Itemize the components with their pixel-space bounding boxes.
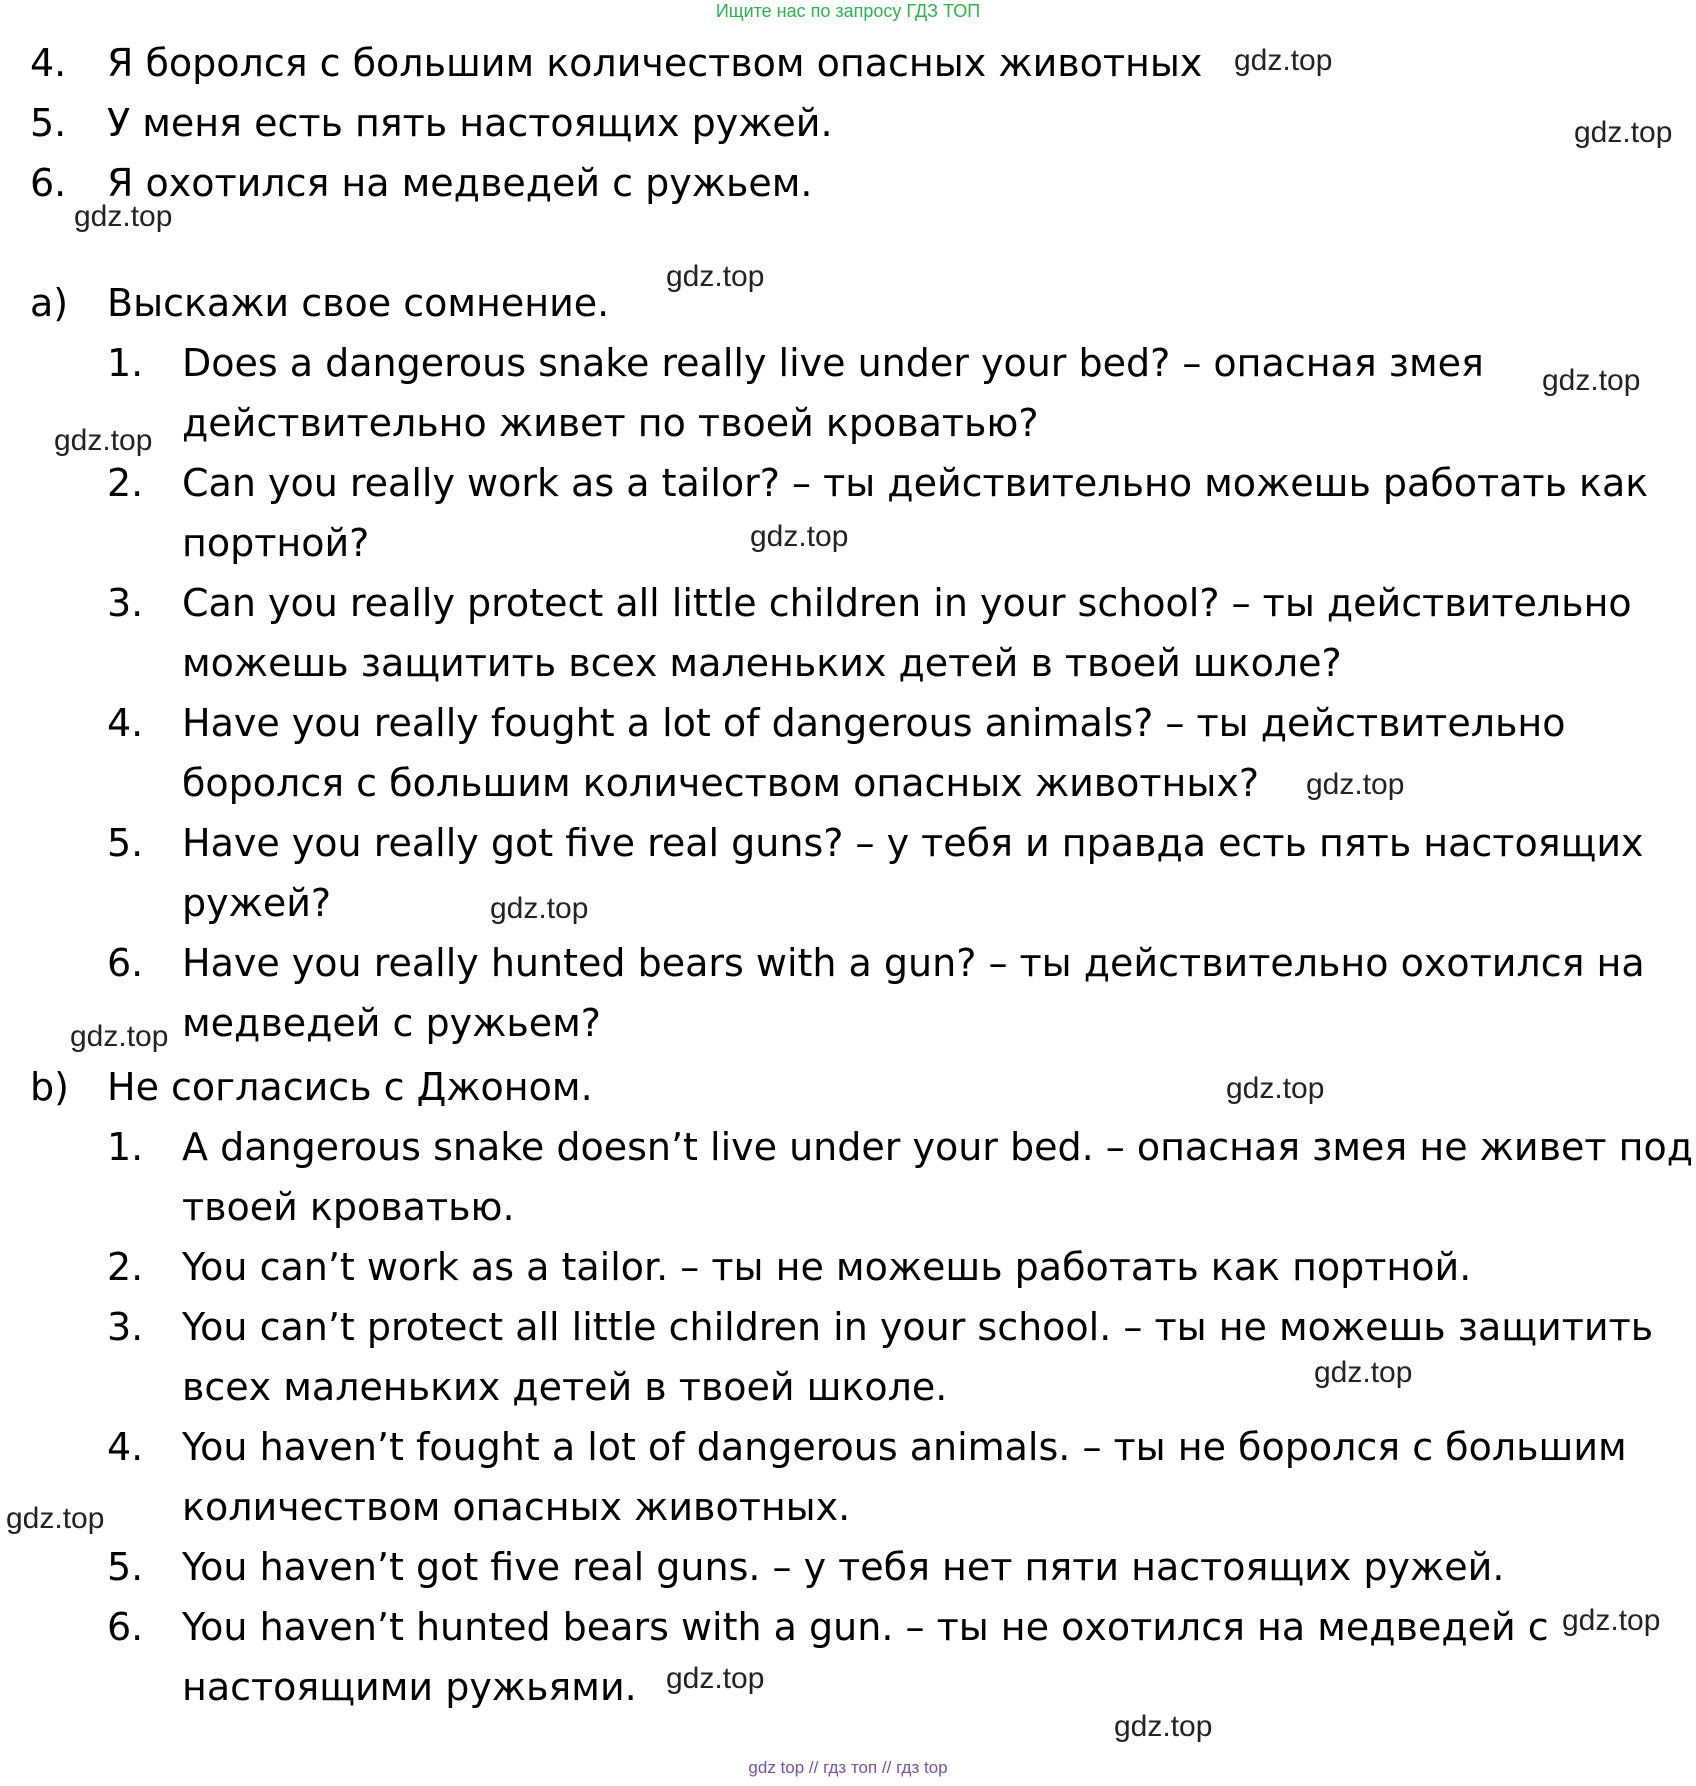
section-a-item-line2: медведей с ружьем? [182,1001,601,1045]
watermark: gdz.top [54,424,153,457]
section-a-item-number: 2. [107,461,144,505]
watermark: gdz.top [750,520,849,553]
watermark: gdz.top [490,892,589,925]
section-a-marker: a) [30,281,69,325]
watermark: gdz.top [1114,1710,1213,1743]
watermark: gdz.top [666,1662,765,1695]
section-a-item-line1: Can you really protect all little children in your school? – ты действительно [182,581,1632,625]
watermark: gdz.top [666,260,765,293]
section-a-item-line2: ружей? [182,881,332,925]
section-a-item-number: 1. [107,341,144,385]
watermark: gdz.top [1314,1356,1413,1389]
section-b-item-line2: всех маленьких детей в твоей школе. [182,1365,948,1409]
watermark: gdz.top [1574,116,1673,149]
section-b-item-line2: твоей кроватью. [182,1185,515,1229]
section-b-item-number: 4. [107,1425,144,1469]
section-b-item-line1: You can’t protect all little children in your school. – ты не можешь защитить [182,1305,1654,1349]
section-a-item-line1: Does a dangerous snake really live under your bed? – опасная змея [182,341,1484,385]
section-b-item-number: 6. [107,1605,144,1649]
watermark: gdz.top [74,200,173,233]
section-a-item-line1: Have you really got five real guns? – у тебя и правда есть пять настоящих [182,821,1644,865]
footer: gdz top // гдз топ // гдз top [748,1758,948,1777]
watermark: gdz.top [1562,1604,1661,1637]
section-b-item-number: 5. [107,1545,144,1589]
watermark: gdz.top [1226,1072,1325,1105]
section-b-item-line1: You haven’t hunted bears with a gun. – ты не охотился на медведей с [182,1605,1549,1649]
section-a-item-line2: действительно живет по твоей кроватью? [182,401,1039,445]
section-b-item-number: 1. [107,1125,144,1169]
intro-item-number: 5. [30,101,67,145]
watermark: gdz.top [1234,44,1333,77]
watermark: gdz.top [1306,768,1405,801]
intro-item-number: 6. [30,161,67,205]
section-b-item-line2: количеством опасных животных. [182,1485,851,1529]
watermark: gdz.top [70,1020,169,1053]
section-a-item-line1: Have you really hunted bears with a gun? – ты действительно охотился на [182,941,1645,985]
section-a-item-number: 5. [107,821,144,865]
section-a-item-line2: боролся с большим количеством опасных животных? [182,761,1260,805]
section-b-marker: b) [30,1065,69,1109]
section-a-item-number: 6. [107,941,144,985]
intro-item-number: 4. [30,41,67,85]
section-a-item-line2: можешь защитить всех маленьких детей в твоей школе? [182,641,1342,685]
section-a-item-line1: Can you really work as a tailor? – ты действительно можешь работать как [182,461,1649,505]
intro-item-text: Я охотился на медведей с ружьем. [107,161,813,205]
top-banner: Ищите нас по запросу ГДЗ ТОП [715,1,981,21]
section-b-item-number: 2. [107,1245,144,1289]
section-a-item-line2: портной? [182,521,370,565]
section-a-item-number: 3. [107,581,144,625]
section-b-item-line2: настоящими ружьями. [182,1665,637,1709]
section-a-item-number: 4. [107,701,144,745]
watermark: gdz.top [6,1502,105,1535]
section-b-item-line1: You haven’t got five real guns. – у тебя нет пяти настоящих ружей. [182,1545,1505,1589]
intro-item-text: У меня есть пять настоящих ружей. [107,101,833,145]
section-a-title: Выскажи свое сомнение. [107,281,610,325]
intro-item-text: Я боролся с большим количеством опасных животных [107,41,1203,85]
section-b-title: Не согласись с Джоном. [107,1065,593,1109]
section-b-item-line1: You haven’t fought a lot of dangerous animals. – ты не боролся с большим [182,1425,1627,1469]
section-b-item-number: 3. [107,1305,144,1349]
section-b-item-line1: A dangerous snake doesn’t live under your bed. – опасная змея не живет под [182,1125,1693,1169]
watermark: gdz.top [1542,364,1641,397]
section-b-item-line1: You can’t work as a tailor. – ты не можешь работать как портной. [182,1245,1472,1289]
section-a-item-line1: Have you really fought a lot of dangerous animals? – ты действительно [182,701,1566,745]
